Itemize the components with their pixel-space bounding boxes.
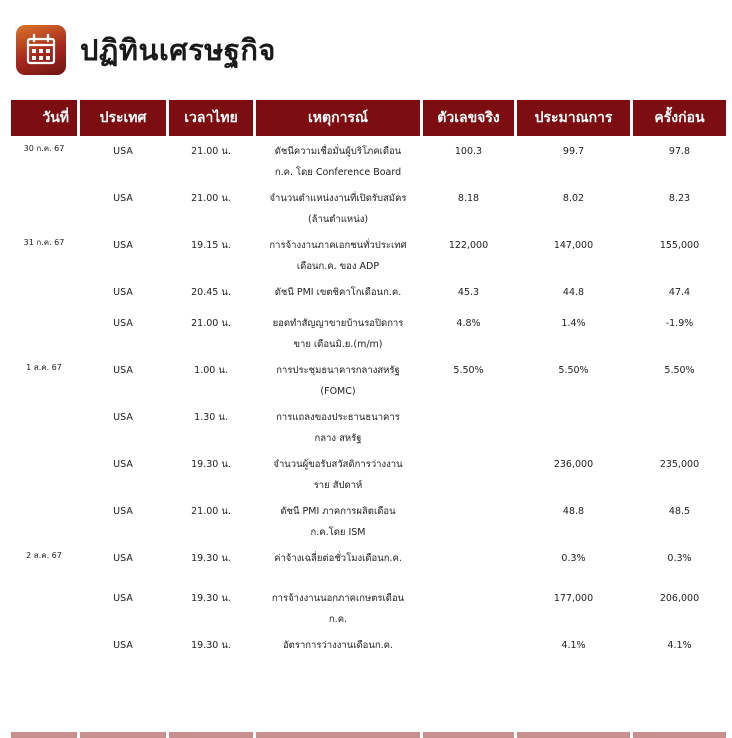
forecast-cell: 177,000 bbox=[553, 593, 594, 604]
column-header-event: เหตุการณ์ bbox=[256, 100, 420, 136]
forecast-cell: 147,000 bbox=[553, 240, 594, 251]
country-cell: USA bbox=[113, 146, 133, 157]
actual-cell: 100.3 bbox=[454, 146, 483, 157]
time-cell: 19.30 น. bbox=[191, 640, 231, 651]
country-cell: USA bbox=[113, 593, 133, 604]
previous-cell: 8.23 bbox=[668, 193, 691, 204]
forecast-cell: 5.50% bbox=[558, 365, 589, 376]
country-cell: USA bbox=[113, 412, 133, 423]
country-cell: USA bbox=[113, 459, 133, 470]
event-cell: ดัชนี PMI เขตชิคาโกเดือนก.ค. bbox=[274, 287, 402, 298]
previous-cell: 0.3% bbox=[667, 553, 692, 564]
date-cell bbox=[11, 402, 77, 449]
forecast-cell bbox=[517, 402, 630, 449]
table-row bbox=[11, 402, 726, 449]
time-cell: 21.00 น. bbox=[191, 506, 231, 517]
actual-cell: 5.50% bbox=[453, 365, 484, 376]
time-cell: 19.30 น. bbox=[191, 593, 231, 604]
table-row bbox=[11, 277, 726, 308]
event-cell: การแถลงของประธานธนาคารกลาง สหรัฐ bbox=[276, 412, 400, 444]
event-cell: จำนวนผู้ขอรับสวัสดิการว่างงานราย สัปดาห์ bbox=[273, 459, 403, 491]
column-header-time: เวลาไทย bbox=[169, 100, 253, 136]
previous-cell: 47.4 bbox=[668, 287, 691, 298]
forecast-cell: 236,000 bbox=[553, 459, 594, 470]
forecast-cell: 0.3% bbox=[561, 553, 586, 564]
date-cell bbox=[11, 277, 77, 308]
country-cell: USA bbox=[113, 240, 133, 251]
table-row bbox=[11, 355, 726, 402]
column-header-actual: ตัวเลขจริง bbox=[423, 100, 514, 136]
date-cell: 31 ก.ค. 67 bbox=[23, 238, 65, 247]
actual-cell: 4.8% bbox=[456, 318, 481, 329]
actual-cell bbox=[423, 583, 514, 630]
table-row bbox=[11, 230, 726, 277]
time-cell: 19.15 น. bbox=[191, 240, 231, 251]
country-cell: USA bbox=[113, 365, 133, 376]
event-cell: การประชุมธนาคารกลางสหรัฐ (FOMC) bbox=[276, 365, 400, 397]
column-header-country: ประเทศ bbox=[80, 100, 166, 136]
previous-cell: 48.5 bbox=[668, 506, 691, 517]
date-cell bbox=[11, 630, 77, 662]
table-header-row bbox=[11, 100, 726, 136]
previous-cell: 155,000 bbox=[659, 240, 700, 251]
column-header-forecast: ประมาณการ bbox=[517, 100, 630, 136]
country-cell: USA bbox=[113, 287, 133, 298]
table-row bbox=[11, 496, 726, 543]
table-row bbox=[11, 183, 726, 230]
time-cell: 21.00 น. bbox=[191, 318, 231, 329]
event-cell: ดัชนี PMI ภาคการผลิตเดือนก.ค.โดย ISM bbox=[280, 506, 396, 538]
actual-cell: 122,000 bbox=[448, 240, 489, 251]
table-row bbox=[11, 308, 726, 355]
actual-cell bbox=[423, 630, 514, 662]
forecast-cell: 4.1% bbox=[561, 640, 586, 651]
time-cell: 21.00 น. bbox=[191, 146, 231, 157]
date-cell: 30 ก.ค. 67 bbox=[23, 144, 65, 153]
country-cell: USA bbox=[113, 193, 133, 204]
event-cell: ยอดทำสัญญาขายบ้านรอปิดการขาย เดือนมิ.ย.(m/m) bbox=[272, 318, 404, 350]
date-cell bbox=[11, 308, 77, 355]
event-cell: ค่าจ้างเฉลี่ยต่อชั่วโมงเดือนก.ค. bbox=[274, 553, 402, 564]
previous-cell bbox=[633, 402, 726, 449]
country-cell: USA bbox=[113, 318, 133, 329]
previous-cell: 97.8 bbox=[668, 146, 691, 157]
previous-cell: 206,000 bbox=[659, 593, 700, 604]
time-cell: 19.30 น. bbox=[191, 553, 231, 564]
date-cell: 2 ส.ค. 67 bbox=[26, 551, 62, 560]
previous-cell: 235,000 bbox=[659, 459, 700, 470]
date-cell bbox=[11, 183, 77, 230]
column-header-date: วันที่ bbox=[11, 100, 77, 136]
date-cell bbox=[11, 583, 77, 630]
country-cell: USA bbox=[113, 640, 133, 651]
event-cell: จำนวนตำแหน่งงานที่เปิดรับสมัคร (ล้านตำแหน่ง) bbox=[269, 193, 407, 225]
event-cell: การจ้างงานนอกภาคเกษตรเดือนก.ค. bbox=[271, 593, 405, 625]
table-row bbox=[11, 630, 726, 662]
forecast-cell: 99.7 bbox=[562, 146, 585, 157]
actual-cell bbox=[423, 449, 514, 496]
actual-cell bbox=[423, 496, 514, 543]
economic-calendar-table bbox=[8, 100, 729, 738]
country-cell: USA bbox=[113, 506, 133, 517]
time-cell: 20.45 น. bbox=[191, 287, 231, 298]
time-cell: 19.30 น. bbox=[191, 459, 231, 470]
previous-cell: -1.9% bbox=[665, 318, 694, 329]
table-row bbox=[11, 583, 726, 630]
forecast-cell: 8.02 bbox=[562, 193, 585, 204]
country-cell: USA bbox=[113, 553, 133, 564]
actual-cell bbox=[423, 543, 514, 583]
time-cell: 21.00 น. bbox=[191, 193, 231, 204]
forecast-cell: 1.4% bbox=[561, 318, 586, 329]
table-row bbox=[11, 136, 726, 183]
event-cell: อัตราการว่างงานเดือนก.ค. bbox=[282, 640, 394, 651]
event-cell: ดัชนีความเชื่อมั่นผู้บริโภคเดือนก.ค. โดย Conference Board bbox=[274, 146, 402, 178]
page-title: ปฏิทินเศรษฐกิจ bbox=[80, 33, 276, 67]
date-cell bbox=[11, 449, 77, 496]
forecast-cell: 44.8 bbox=[562, 287, 585, 298]
actual-cell bbox=[423, 402, 514, 449]
page-header bbox=[16, 24, 276, 76]
event-cell: การจ้างงานภาคเอกชนทั่วประเทศ เดือนก.ค. ของ ADP bbox=[269, 240, 407, 272]
table-row bbox=[11, 543, 726, 583]
date-cell: 1 ส.ค. 67 bbox=[26, 363, 62, 372]
column-header-previous: ครั้งก่อน bbox=[633, 100, 726, 136]
date-cell bbox=[11, 496, 77, 543]
time-cell: 1.00 น. bbox=[194, 365, 228, 376]
table-row bbox=[11, 449, 726, 496]
forecast-cell: 48.8 bbox=[562, 506, 585, 517]
table-footer-bar bbox=[11, 732, 726, 738]
time-cell: 1.30 น. bbox=[194, 412, 228, 423]
table-spacer bbox=[11, 662, 726, 732]
actual-cell: 8.18 bbox=[457, 193, 480, 204]
actual-cell: 45.3 bbox=[457, 287, 480, 298]
previous-cell: 4.1% bbox=[667, 640, 692, 651]
previous-cell: 5.50% bbox=[664, 365, 695, 376]
calendar-icon bbox=[16, 25, 66, 75]
